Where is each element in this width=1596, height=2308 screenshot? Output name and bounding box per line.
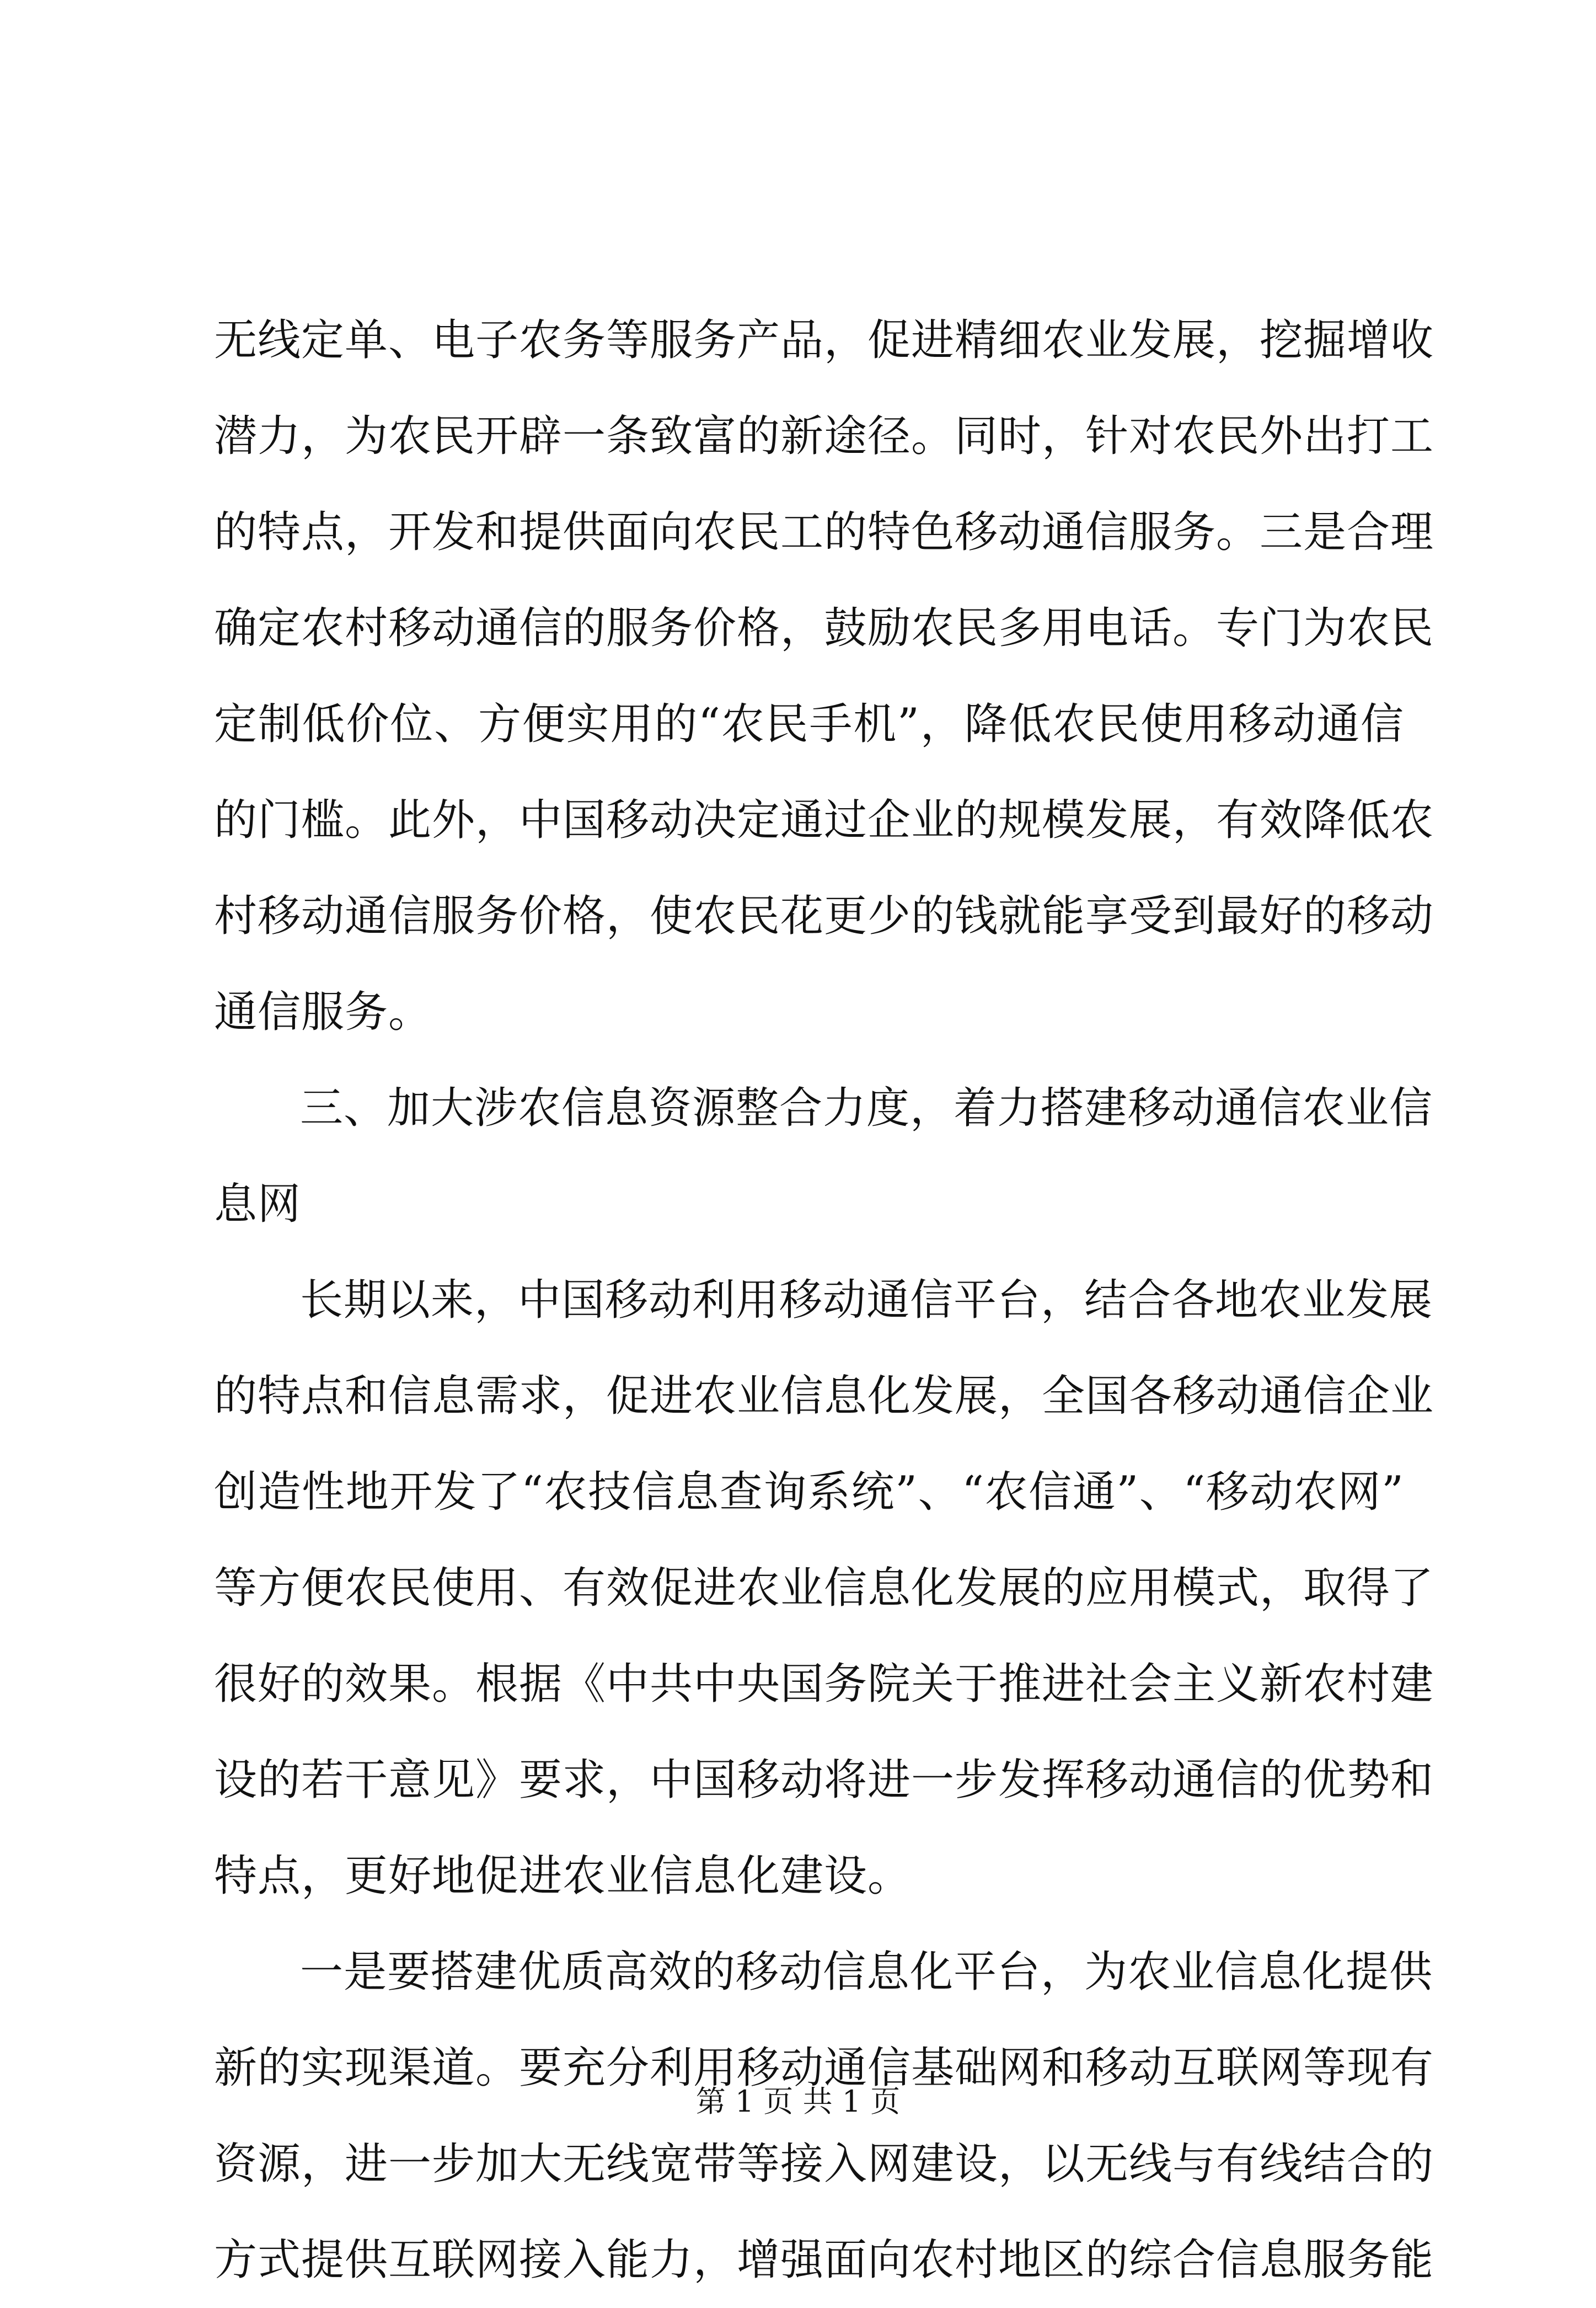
- text-line: 通信服务。: [214, 987, 432, 1037]
- text-line: 潜力，为农民开辟一条致富的新途径。同时，针对农民外出打工: [214, 412, 1434, 461]
- text-line: 的门槛。此外，中国移动决定通过企业的规模发展，有效降低农: [214, 795, 1434, 845]
- text-line: 设的若干意见》要求，中国移动将进一步发挥移动通信的优势和: [214, 1755, 1434, 1805]
- page-footer: 第 1 页 共 1 页: [695, 2084, 901, 2119]
- text-line: 新的实现渠道。要充分利用移动通信基础网和移动互联网等现有: [214, 2043, 1434, 2093]
- text-line: 的特点和信息需求，促进农业信息化发展，全国各移动通信企业: [214, 1371, 1434, 1421]
- text-line: 特点，更好地促进农业信息化建设。: [214, 1851, 912, 1901]
- text-line: 创造性地开发了“农技信息查询系统”、“农信通”、“移动农网”: [214, 1467, 1404, 1517]
- text-line: 一是要搭建优质高效的移动信息化平台，为农业信息化提供: [300, 1947, 1433, 1997]
- text-line: 定制低价位、方便实用的“农民手机”，降低农民使用移动通信: [214, 699, 1404, 749]
- text-line: 等方便农民使用、有效促进农业信息化发展的应用模式，取得了: [214, 1563, 1434, 1613]
- text-line: 无线定单、电子农务等服务产品，促进精细农业发展，挖掘增收: [214, 316, 1434, 365]
- document-body: [214, 292, 1434, 2308]
- text-line: 很好的效果。根据《中共中央国务院关于推进社会主义新农村建: [214, 1659, 1434, 1709]
- text-line: 确定农村移动通信的服务价格，鼓励农民多用电话。专门为农民: [214, 603, 1434, 653]
- section-heading-line: 息网: [214, 1179, 302, 1229]
- section-heading-line: 三、加大涉农信息资源整合力度，着力搭建移动通信农业信: [300, 1083, 1433, 1133]
- text-line: 资源，进一步加大无线宽带等接入网建设，以无线与有线结合的: [214, 2139, 1434, 2189]
- text-line: 的特点，开发和提供面向农民工的特色移动通信服务。三是合理: [214, 507, 1434, 557]
- text-line: 长期以来，中国移动利用移动通信平台，结合各地农业发展: [300, 1275, 1433, 1325]
- text-line: 方式提供互联网接入能力，增强面向农村地区的综合信息服务能: [214, 2235, 1434, 2285]
- text-line: 村移动通信服务价格，使农民花更少的钱就能享受到最好的移动: [214, 891, 1434, 941]
